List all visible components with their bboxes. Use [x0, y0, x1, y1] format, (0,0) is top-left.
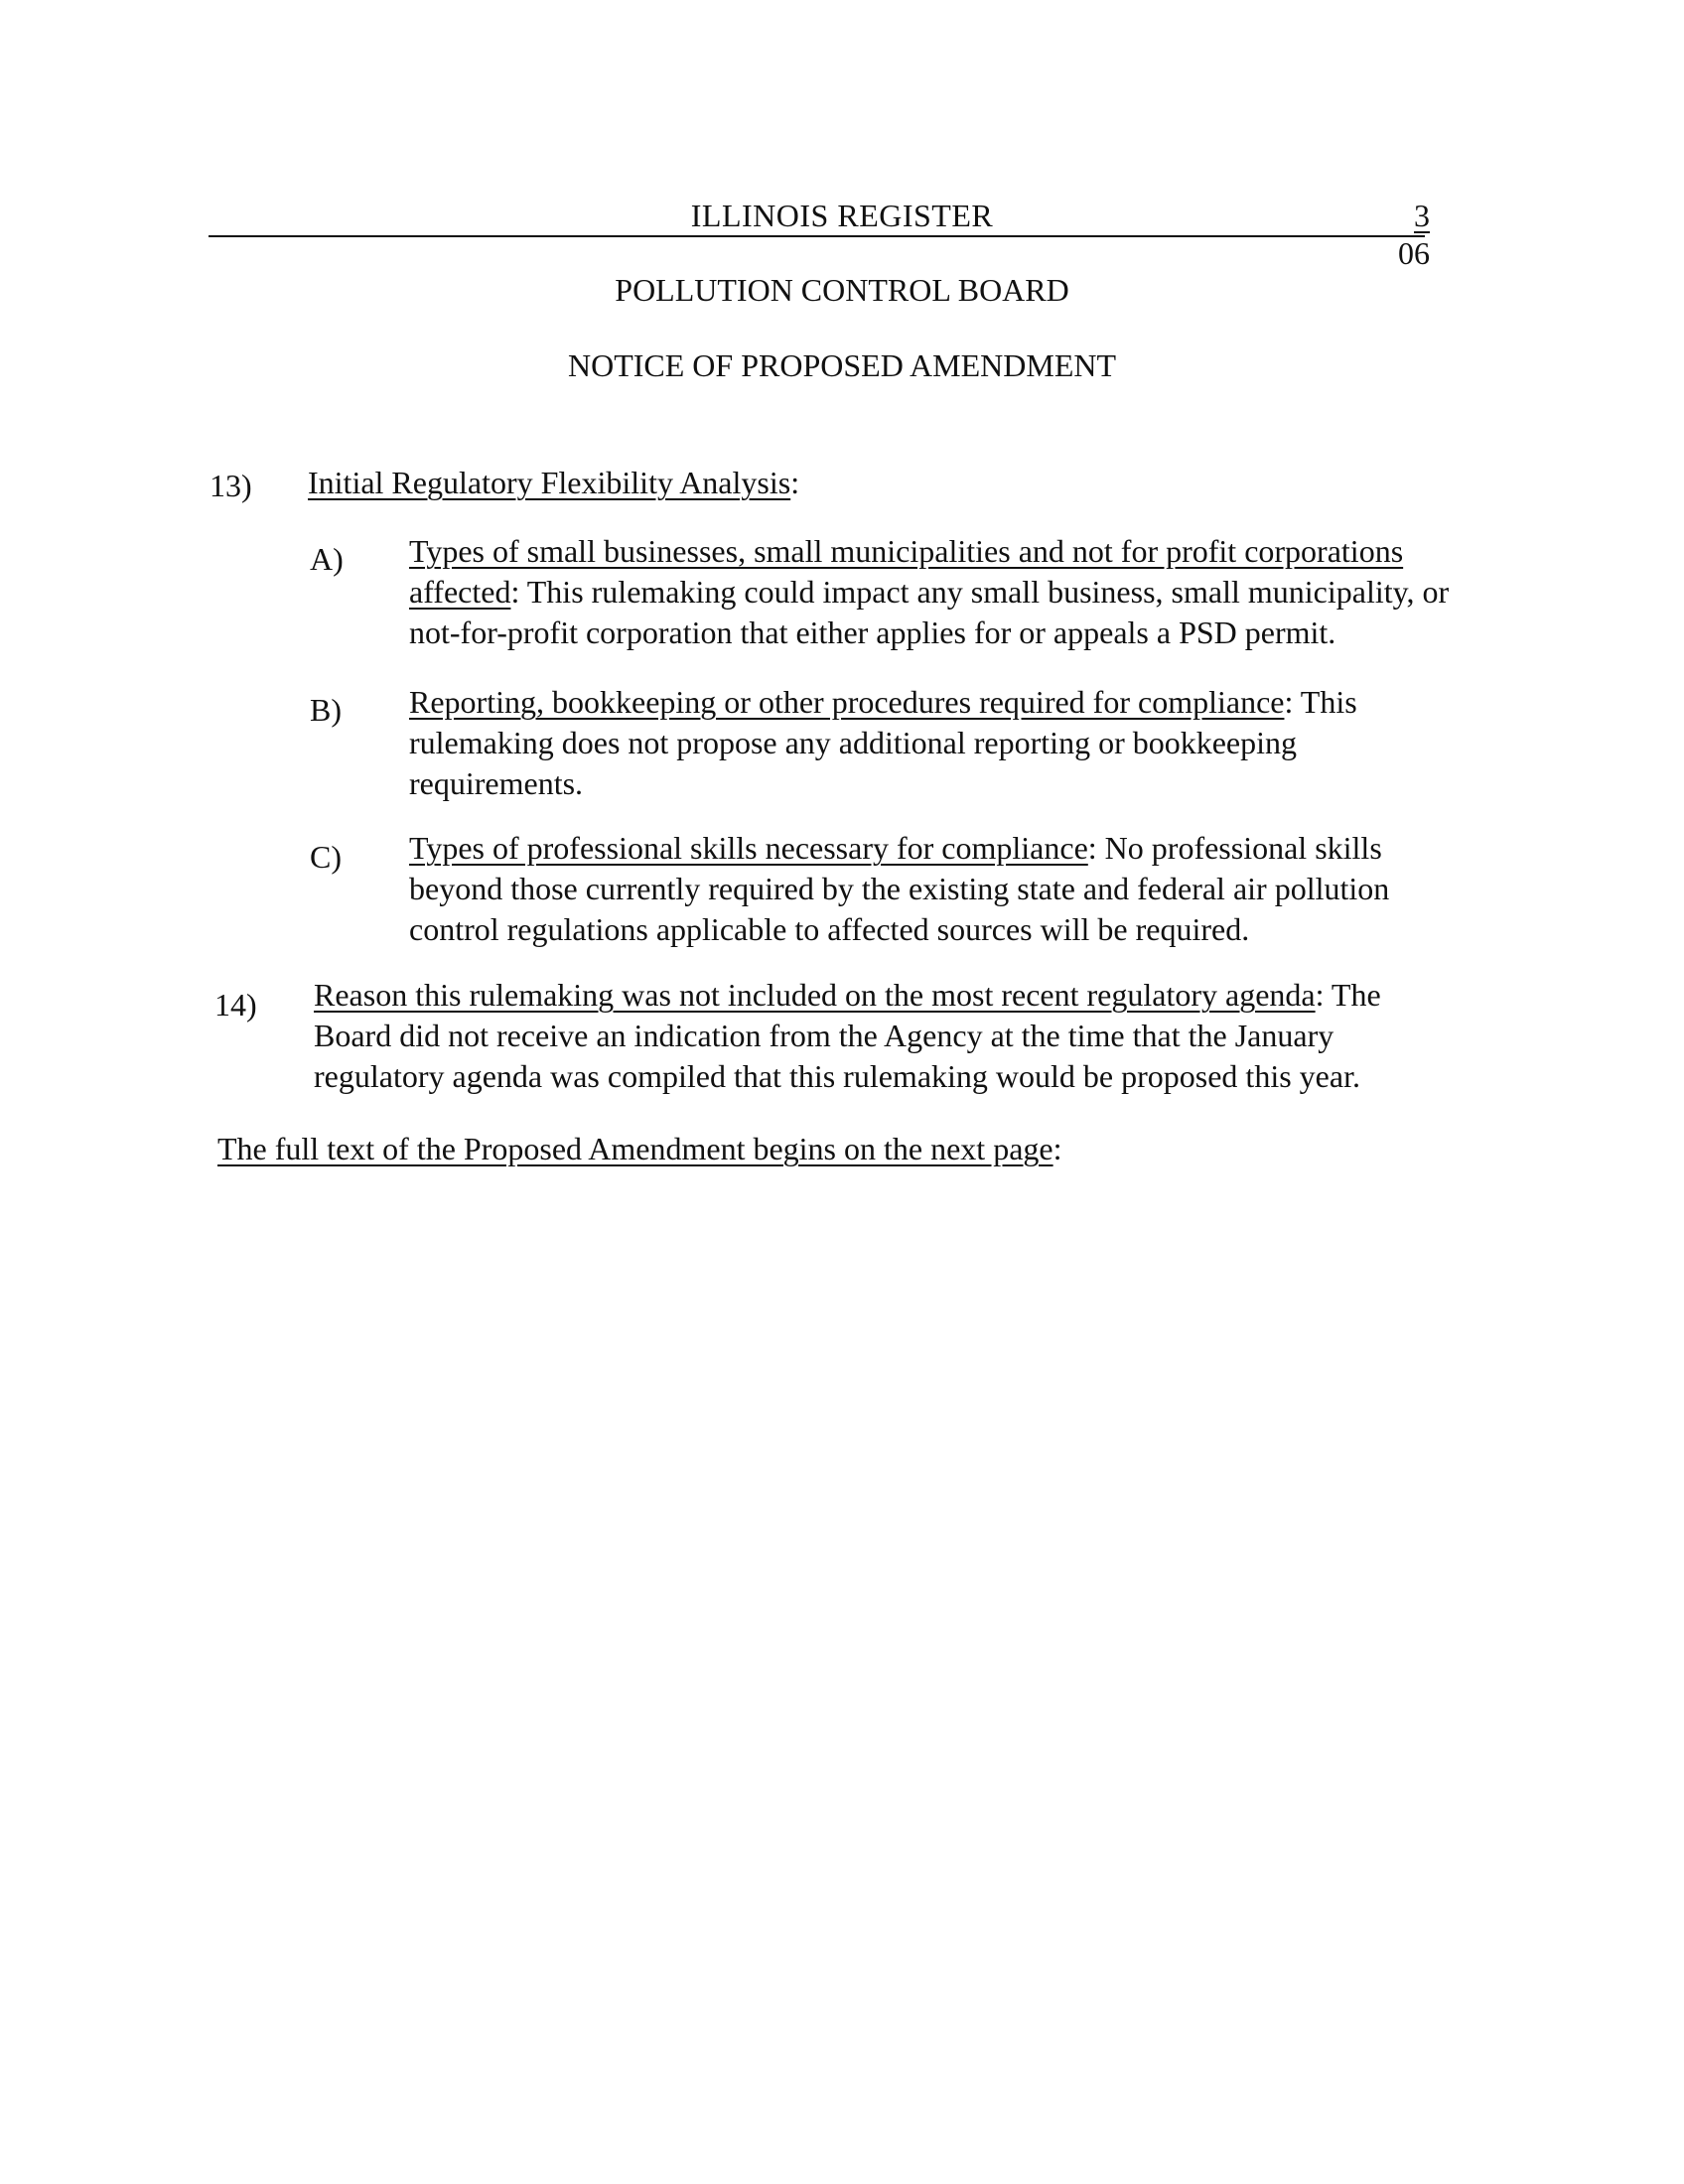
page-number-suffix: 06 [1398, 235, 1430, 271]
item-13-heading-text: Initial Regulatory Flexibility Analysis [308, 465, 791, 500]
notice-title: NOTICE OF PROPOSED AMENDMENT [567, 347, 1117, 383]
item-b-text: : This rulemaking does not propose any additional reporting or bookkeeping requirements. [409, 684, 1357, 801]
closing-text: The full text of the Proposed Amendment begins on the next page [217, 1131, 1053, 1166]
board-name: POLLUTION CONTROL BOARD [615, 272, 1069, 308]
item-13-number: 13) [210, 468, 252, 503]
item-13-heading-colon: : [790, 465, 800, 500]
page-number: 3 [1414, 198, 1430, 233]
item-a-label: A) [310, 541, 344, 577]
item-a-heading: Types of small businesses, small municipalities and not for profit corporations affected [409, 533, 1404, 610]
item-a-text: : This rulemaking could impact any small business, small municipality, or not-for-profit corporation that either applies for or appeals a PSD permit. [409, 574, 1450, 650]
item-14-body [314, 975, 1436, 1097]
item-14-number: 14) [214, 987, 257, 1023]
item-b-label: B) [310, 692, 342, 728]
item-14-heading: Reason this rulemaking was not included on the most recent regulatory agenda [314, 977, 1316, 1013]
item-c-heading: Types of professional skills necessary for compliance [409, 830, 1088, 866]
closing-colon: : [1052, 1131, 1062, 1166]
item-a-body [409, 531, 1452, 653]
register-title: ILLINOIS REGISTER [690, 198, 994, 233]
item-13-heading [308, 463, 799, 503]
item-b-heading: Reporting, bookkeeping or other procedures required for compliance [409, 684, 1285, 720]
item-14-text: : The Board did not receive an indication from the Agency at the time that the January regulatory agenda was compiled that this rulemaking would be proposed this year. [314, 977, 1381, 1094]
closing-line [217, 1129, 1061, 1169]
item-c-text: : No professional skills beyond those currently required by the existing state and federal air pollution control regulations applicable to affected sources will be required. [409, 830, 1390, 947]
item-c-label: C) [310, 839, 342, 875]
item-b-body [409, 682, 1432, 804]
item-c-body [409, 828, 1432, 950]
